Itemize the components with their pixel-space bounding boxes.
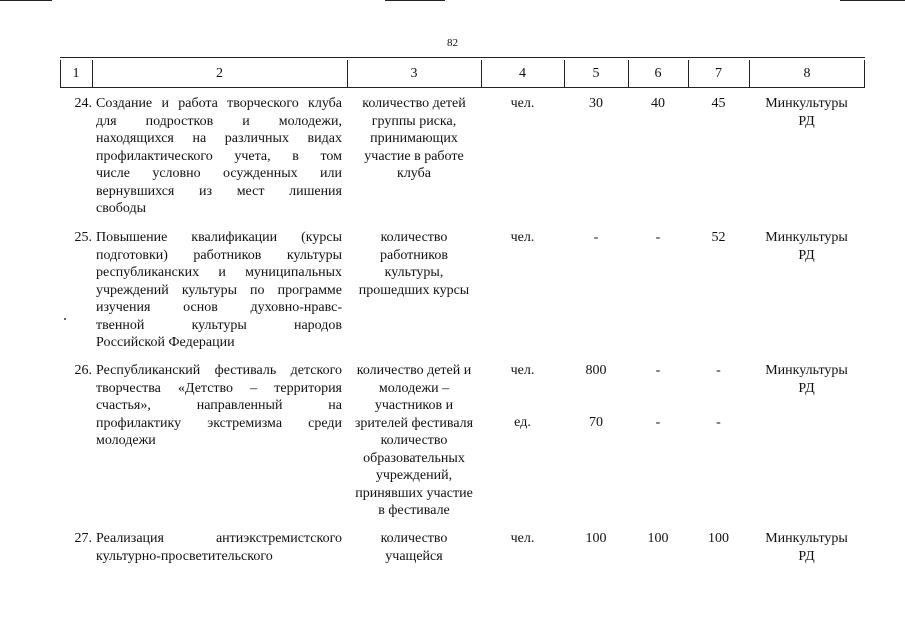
header-col-1: 1 (72, 66, 80, 81)
row-unit: чел. (510, 531, 535, 546)
row-value-7: - (716, 363, 721, 378)
desc-line: числе условно осужденных или (96, 166, 342, 181)
row-executor (749, 362, 864, 397)
header-col-8: 8 (803, 66, 811, 81)
row-value-5: - (593, 230, 599, 245)
indicator-line: группы риска, (371, 113, 457, 129)
row-value-5-secondary: 70 (589, 415, 603, 430)
desc-line: Повышение квалификации (курсы (96, 230, 342, 245)
row-executor (749, 530, 864, 565)
header-bottom-border (60, 87, 865, 88)
row-value-6: - (655, 363, 661, 378)
row-value-5: 800 (585, 363, 607, 378)
indicator-line: принимающих (370, 131, 458, 146)
header-col-7: 7 (715, 66, 722, 81)
indicator-line: количество (380, 230, 448, 245)
desc-line: республиканских и муниципальных (96, 265, 342, 280)
desc-line: культурно-просветительского (96, 548, 273, 564)
indicator-line: участников и (374, 398, 454, 413)
executor-line: Минкультуры (765, 531, 848, 546)
col-divider (749, 60, 750, 87)
desc-line: Реализация антиэкстремистского (96, 531, 342, 546)
table-top-border (60, 57, 865, 58)
row-number: 26. (74, 363, 92, 378)
row-value-7-secondary: - (716, 415, 721, 430)
indicator-line: культуры, (384, 265, 444, 280)
row-description (96, 362, 342, 450)
row-number: 25. (74, 230, 92, 245)
indicator-line: количество детей и (356, 363, 472, 378)
row-unit: чел. (510, 230, 535, 245)
desc-line: свободы (96, 201, 146, 216)
row-value-5: 100 (585, 531, 607, 546)
desc-line: твенной культуры народов (96, 317, 342, 333)
row-value-6: 100 (647, 531, 669, 546)
scan-edge-mark-left (0, 0, 52, 1)
indicator-line: работников (380, 247, 448, 263)
row-value-7: 45 (711, 96, 726, 111)
indicator-line: клуба (397, 166, 431, 181)
desc-line: учреждений культуры по программе (96, 282, 342, 298)
executor-line: Минкультуры (765, 363, 848, 378)
desc-line: Создание и работа творческого клуба (96, 96, 342, 111)
header-col-5: 5 (592, 66, 600, 81)
col-divider (60, 60, 61, 87)
col-divider (347, 60, 348, 87)
row-indicator (347, 362, 481, 432)
header-col-4: 4 (519, 66, 526, 81)
executor-line: РД (798, 113, 815, 129)
indicator-line: молодежи – (378, 380, 450, 396)
row-value-6-secondary: - (655, 415, 661, 430)
desc-line: находящихся на различных видах (96, 131, 342, 146)
desc-line: Республиканский фестиваль детского (96, 363, 342, 378)
desc-line: для подростков и молодежи, (96, 113, 342, 129)
row-indicator (347, 530, 481, 565)
desc-line: вернувшихся из мест лишения (96, 183, 342, 199)
col-divider (92, 60, 93, 87)
table-header-row (60, 60, 865, 87)
row-indicator-secondary (347, 432, 481, 520)
row-unit-secondary: ед. (514, 415, 531, 430)
executor-line: РД (798, 247, 815, 263)
row-unit: чел. (510, 96, 535, 111)
row-description (96, 95, 342, 218)
desc-line: творчества «Детство – территория (96, 380, 342, 396)
col-divider (864, 60, 865, 87)
indicator-line: зрителей фестиваля (354, 415, 474, 431)
row-description (96, 229, 342, 352)
page-number: 82 (447, 37, 458, 49)
row-value-6: - (655, 230, 661, 245)
scan-edge-mark-right (840, 0, 905, 1)
header-col-3: 3 (410, 66, 418, 81)
row-number: 27. (74, 531, 92, 546)
desc-line: профилактического учета, в том (96, 148, 342, 164)
row-indicator (347, 95, 481, 183)
executor-line: РД (798, 380, 815, 396)
header-col-6: 6 (654, 66, 662, 81)
desc-line: счастья», направленный на (96, 398, 342, 413)
indicator-line: участие в работе (364, 148, 464, 164)
row-executor (749, 229, 864, 264)
row-description (96, 530, 342, 565)
indicator-line: учащейся (385, 548, 443, 564)
indicator-line: количество (380, 531, 448, 546)
desc-line: подготовки) работников культуры (96, 247, 342, 263)
row-indicator (347, 229, 481, 299)
executor-line: Минкультуры (765, 96, 848, 111)
row-number: 24. (74, 96, 92, 111)
row-unit: чел. (510, 363, 535, 378)
row-executor (749, 95, 864, 130)
col-divider (481, 60, 482, 87)
executor-line: Минкультуры (765, 230, 848, 245)
desc-line: Российской Федерации (96, 335, 235, 350)
row-value-7: 52 (711, 230, 726, 245)
indicator-line: принявших участие (355, 485, 473, 501)
indicator-line: количество (380, 433, 448, 448)
col-divider (564, 60, 565, 87)
executor-line: РД (798, 548, 815, 564)
desc-line: профилактику экстремизма среди (96, 415, 342, 431)
indicator-line: в фестивале (378, 503, 450, 518)
indicator-line: образовательных (363, 450, 465, 466)
desc-line: изучения основ духовно-нравс- (96, 300, 342, 315)
row-value-7: 100 (708, 531, 729, 546)
indicator-line: прошедших курсы (358, 282, 470, 298)
row-value-6: 40 (651, 96, 665, 111)
indicator-line: количество детей (362, 96, 466, 111)
col-divider (628, 60, 629, 87)
indicator-line: учреждений, (375, 468, 453, 483)
row-value-5: 30 (589, 96, 603, 111)
header-col-2: 2 (216, 66, 223, 81)
scan-speck (64, 318, 66, 320)
col-divider (688, 60, 689, 87)
desc-line: молодежи (96, 433, 156, 448)
scan-edge-mark-center (385, 0, 445, 1)
